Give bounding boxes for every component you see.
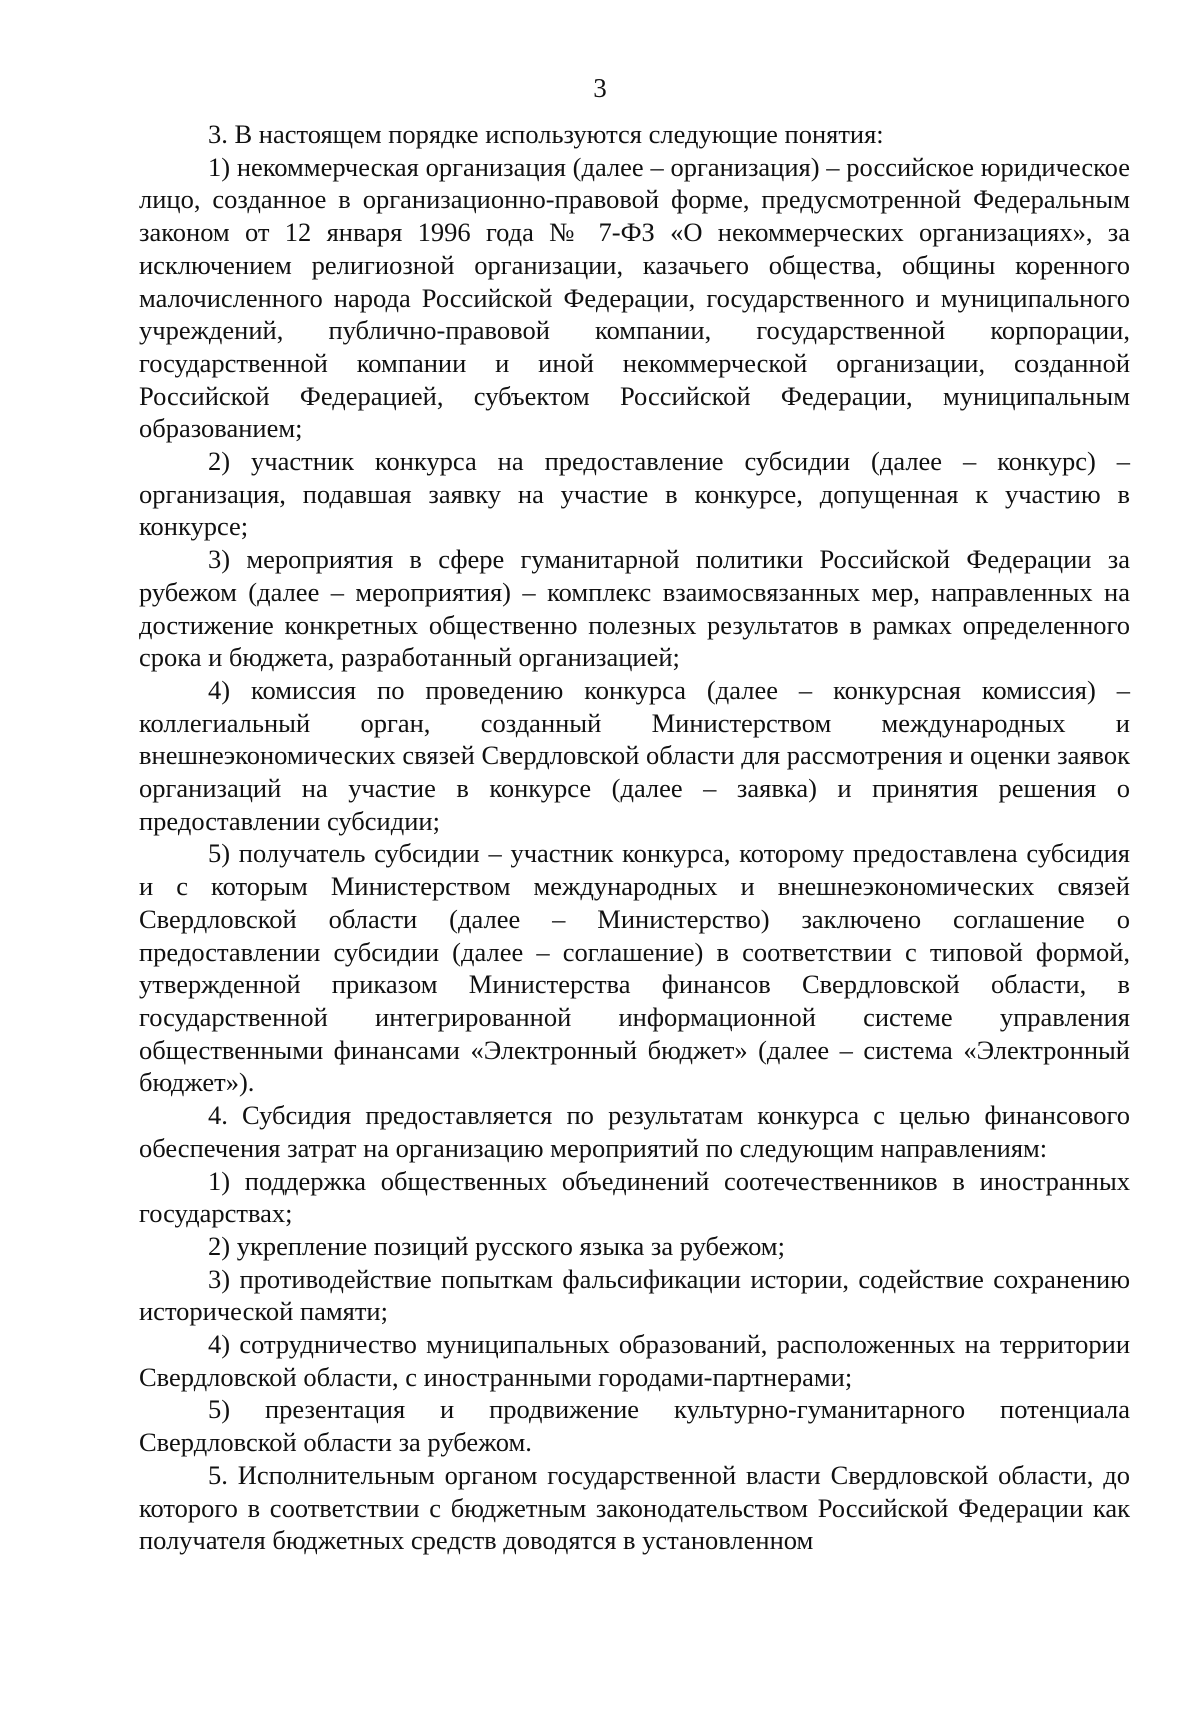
- document-body: [139, 118, 1130, 1557]
- paragraph-direction-historical-memory: 3) противодействие попыткам фальсификации истории, содействие сохранению исторической памяти;: [139, 1263, 1130, 1327]
- paragraph-section-3-intro: 3. В настоящем порядке используются следующие понятия:: [208, 119, 884, 149]
- paragraph-direction-municipal-cooperation: 4) сотрудничество муниципальных образований, расположенных на территории Свердловской области, с иностранными городами-партнерами;: [139, 1329, 1130, 1392]
- paragraph-definition-contest-participant: 2) участник конкурса на предоставление субсидии (далее – конкурс) – организация, подавшая заявку на участие в конкурсе, допущенная к участию в конкурсе;: [139, 446, 1130, 542]
- paragraph-definition-events: 3) мероприятия в сфере гуманитарной политики Российской Федерации за рубежом (далее – мероприятия) – комплекс взаимосвязанных мер, направленных на достижение конкретных общественно полезных результатов в рамках определенного срока и бюджета, разработанный организацией;: [139, 544, 1130, 673]
- paragraph-direction-compatriots-support: 1) поддержка общественных объединений соотечественников в иностранных государствах;: [139, 1165, 1130, 1229]
- paragraph-definition-subsidy-recipient: 5) получатель субсидии – участник конкурса, которому предоставлена субсидия и с которым Министерством международных и внешнеэкономических связей Свердловской области (далее – Министерство) заключено соглашение о предоставлении субсидии (далее – соглашение) в соответствии с типовой формой, утвержденной приказом Министерства финансов Свердловской области, в государственной интегрированной информационной системе управления общественными финансами «Электронный бюджет» (далее – система «Электронный бюджет»).: [139, 838, 1130, 1098]
- page-number: 3: [593, 73, 607, 103]
- paragraph-section-4-intro: 4. Субсидия предоставляется по результатам конкурса с целью финансового обеспечения затрат на организацию мероприятий по следующим направлениям:: [139, 1100, 1130, 1163]
- paragraph-direction-cultural-presentation: 5) презентация и продвижение культурно-гуманитарного потенциала Свердловской области за рубежом.: [139, 1394, 1130, 1458]
- paragraph-section-5-start: 5. Исполнительным органом государственной власти Свердловской области, до которого в соответствии с бюджетным законодательством Российской Федерации как получателя бюджетных средств доводятся в установленном: [139, 1459, 1130, 1556]
- paragraph-direction-russian-language: 2) укрепление позиций русского языка за рубежом;: [208, 1230, 785, 1261]
- paragraph-definition-contest-commission: 4) комиссия по проведению конкурса (далее – конкурсная комиссия) – коллегиальный орган, созданный Министерством международных и внешнеэкономических связей Свердловской области для рассмотрения и оценки заявок организаций на участие в конкурсе (далее – заявка) и принятия решения о предоставлении субсидии;: [139, 674, 1130, 836]
- paragraph-definition-nonprofit-organization: 1) некоммерческая организация (далее – организация) – российское юридическое лицо, созданное в организационно-правовой форме, предусмотренной Федеральным законом от 12 января 1996 года № 7-ФЗ «О некоммерческих организациях», за исключением религиозной организации, казачьего общества, общины коренного малочисленного народа Российской Федерации, государственного и муниципального учреждений, публично-правовой компании, государственной корпорации, государственной компании и иной некоммерческой организации, созданной Российской Федерацией, субъектом Российской Федерации, муниципальным образованием;: [139, 151, 1130, 444]
